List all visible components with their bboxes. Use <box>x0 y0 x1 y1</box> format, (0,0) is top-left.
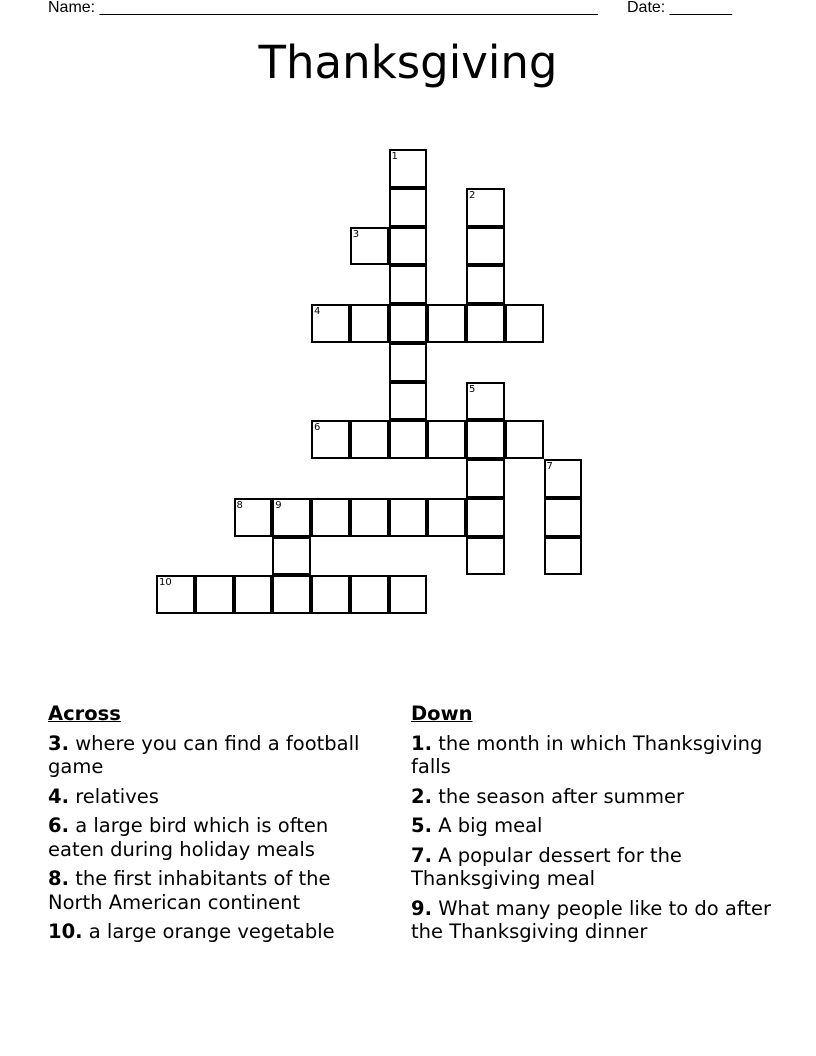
grid-cell[interactable] <box>466 498 505 537</box>
clue-number: 1 <box>391 151 398 162</box>
grid-cell[interactable] <box>505 304 544 343</box>
grid-cell[interactable] <box>195 575 234 614</box>
clue-across-10: 10. a large orange vegetable <box>48 920 335 943</box>
clue-down-5: 5. A big meal <box>411 814 543 837</box>
grid-cell[interactable] <box>389 498 428 537</box>
page-title: Thanksgiving <box>258 36 558 89</box>
grid-cell[interactable] <box>389 420 428 459</box>
clue-number: 3 <box>352 228 360 240</box>
clue-across-4: 4. relatives <box>48 784 159 808</box>
grid-cell[interactable] <box>466 265 505 304</box>
grid-cell[interactable] <box>466 227 505 266</box>
clue-number: 6 <box>314 422 321 434</box>
grid-cell[interactable] <box>156 575 195 614</box>
grid-cell[interactable] <box>389 304 428 343</box>
grid-cell[interactable] <box>350 575 389 614</box>
grid-cell[interactable] <box>544 537 583 576</box>
date-field-label: Date: _______ <box>627 0 732 16</box>
across-clues <box>48 702 376 950</box>
grid-cell[interactable] <box>544 498 583 537</box>
grid-cell[interactable] <box>544 459 583 498</box>
grid-cell[interactable] <box>466 188 505 227</box>
down-heading: Down <box>411 702 473 725</box>
grid-cell[interactable] <box>350 420 389 459</box>
grid-cell[interactable] <box>427 304 466 343</box>
grid-cell[interactable] <box>389 265 428 304</box>
down-clues <box>411 702 773 950</box>
grid-cell[interactable] <box>389 382 428 421</box>
grid-cell[interactable] <box>350 227 389 266</box>
clue-across-6: 6. a large bird which is often eaten during holiday meals <box>48 814 329 861</box>
grid-cell[interactable] <box>389 343 428 382</box>
grid-cell[interactable] <box>234 575 273 614</box>
grid-cell[interactable] <box>466 420 505 459</box>
grid-cell[interactable] <box>311 575 350 614</box>
grid-cell[interactable] <box>350 498 389 537</box>
grid-cell[interactable] <box>311 304 350 343</box>
clue-number: 9 <box>275 499 282 511</box>
grid-cell[interactable] <box>427 420 466 459</box>
clue-across-8: 8. the first inhabitants of the North American continent <box>48 867 331 914</box>
clue-number: 8 <box>236 499 243 511</box>
grid-cell[interactable] <box>272 537 311 576</box>
clue-down-7: 7. A popular dessert for the Thanksgiving meal <box>411 843 682 890</box>
grid-cell[interactable] <box>427 498 466 537</box>
grid-cell[interactable] <box>311 498 350 537</box>
grid-cell[interactable] <box>466 459 505 498</box>
clue-down-1: 1. the month in which Thanksgiving falls <box>411 731 763 778</box>
clue-number: 10 <box>159 577 172 589</box>
clue-down-9: 9. What many people like to do after the Thanksgiving dinner <box>411 896 772 943</box>
grid-cell[interactable] <box>234 498 273 537</box>
clue-number: 2 <box>469 189 476 201</box>
clue-number: 5 <box>469 383 476 395</box>
grid-cell[interactable] <box>466 304 505 343</box>
grid-cell[interactable] <box>272 498 311 537</box>
grid-cell[interactable] <box>389 188 428 227</box>
grid-cell[interactable] <box>272 575 311 614</box>
grid-cell[interactable] <box>466 382 505 421</box>
clue-number: 4 <box>314 306 321 317</box>
grid-cell[interactable] <box>389 575 428 614</box>
name-field-label: Name: ________________________________________________________ <box>48 0 598 16</box>
across-heading: Across <box>48 702 121 725</box>
grid-cell[interactable] <box>311 420 350 459</box>
clue-down-2: 2. the season after summer <box>411 784 684 808</box>
grid-cell[interactable] <box>466 537 505 576</box>
grid-cell[interactable] <box>505 420 544 459</box>
grid-cell[interactable] <box>389 227 428 266</box>
grid-cell[interactable] <box>350 304 389 343</box>
clue-across-3: 3. where you can find a football game <box>48 731 360 778</box>
grid-cell[interactable] <box>389 149 428 188</box>
clue-number: 7 <box>546 461 553 472</box>
